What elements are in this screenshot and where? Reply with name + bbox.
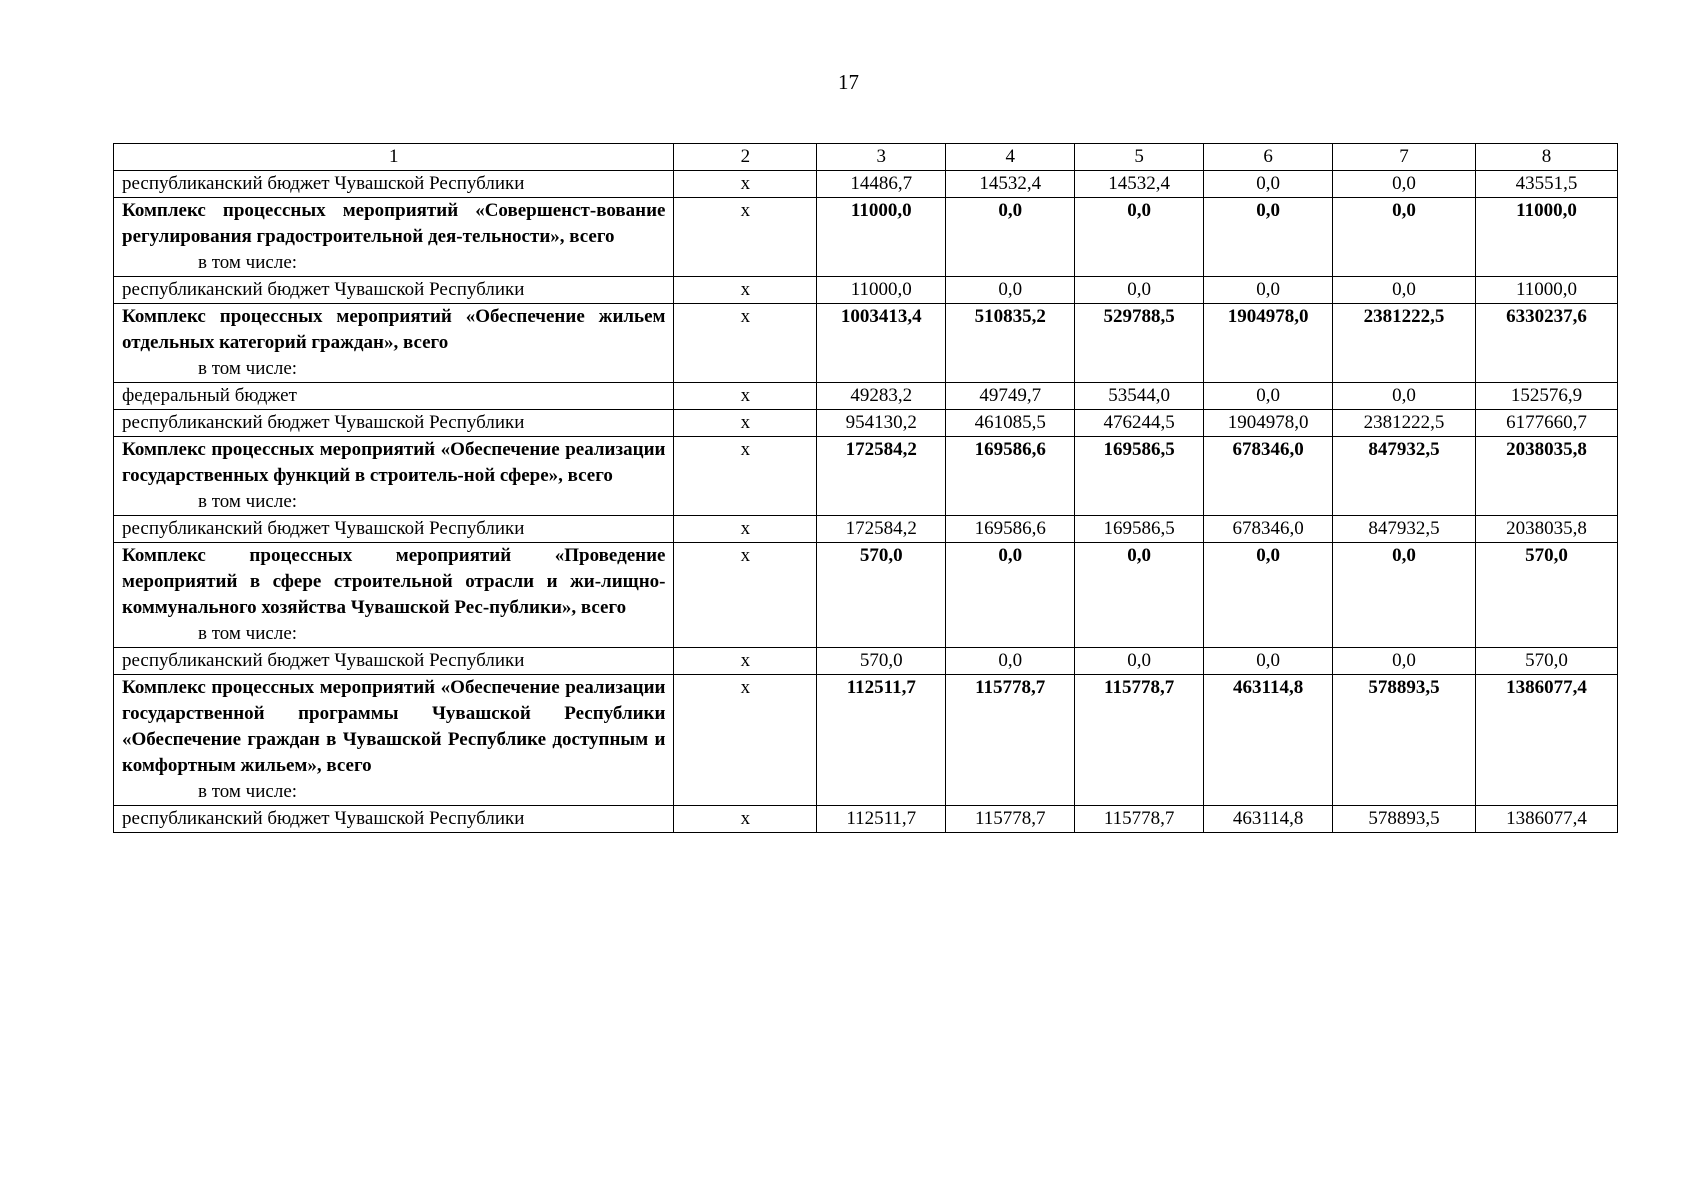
column-number: 4 bbox=[946, 144, 1075, 171]
code-cell: х bbox=[674, 410, 817, 437]
value-cell: 169586,6 bbox=[946, 437, 1075, 516]
value-cell: 2038035,8 bbox=[1476, 437, 1618, 516]
value-cell: 0,0 bbox=[1204, 543, 1333, 648]
column-number: 1 bbox=[114, 144, 674, 171]
value-cell: 0,0 bbox=[1333, 383, 1476, 410]
value-cell: 115778,7 bbox=[1075, 675, 1204, 806]
table-row-source bbox=[114, 516, 1618, 543]
value-cell: 0,0 bbox=[1333, 543, 1476, 648]
value-cell: 14486,7 bbox=[817, 171, 946, 198]
value-cell: 463114,8 bbox=[1204, 675, 1333, 806]
code-cell: х bbox=[674, 675, 817, 806]
value-cell: 115778,7 bbox=[946, 806, 1075, 833]
table-row-total bbox=[114, 543, 1618, 648]
value-cell: 6330237,6 bbox=[1476, 304, 1618, 383]
code-cell: х bbox=[674, 383, 817, 410]
program-title: Комплекс процессных мероприятий «Обеспечение жильем отдельных категорий граждан», всего bbox=[122, 306, 666, 353]
row-name-cell bbox=[114, 410, 674, 437]
code-cell: х bbox=[674, 198, 817, 277]
value-cell: 0,0 bbox=[946, 648, 1075, 675]
value-cell: 43551,5 bbox=[1476, 171, 1618, 198]
funding-source: федеральный бюджет bbox=[122, 385, 297, 406]
value-cell: 1904978,0 bbox=[1204, 410, 1333, 437]
value-cell: 463114,8 bbox=[1204, 806, 1333, 833]
table-row-total bbox=[114, 304, 1618, 383]
value-cell: 112511,7 bbox=[817, 806, 946, 833]
code-cell: х bbox=[674, 516, 817, 543]
table-row-total bbox=[114, 437, 1618, 516]
value-cell: 172584,2 bbox=[817, 437, 946, 516]
value-cell: 115778,7 bbox=[1075, 806, 1204, 833]
column-number: 7 bbox=[1333, 144, 1476, 171]
value-cell: 11000,0 bbox=[817, 198, 946, 277]
program-title: Комплекс процессных мероприятий «Совершенст-вование регулирования градостроительной дея-тельности», всего bbox=[122, 200, 666, 247]
code-cell: х bbox=[674, 171, 817, 198]
value-cell: 0,0 bbox=[1075, 198, 1204, 277]
value-cell: 570,0 bbox=[1476, 543, 1618, 648]
column-number: 6 bbox=[1204, 144, 1333, 171]
including-label: в том числе: bbox=[198, 491, 298, 512]
value-cell: 0,0 bbox=[1204, 277, 1333, 304]
including-label: в том числе: bbox=[198, 623, 298, 644]
table-row-source bbox=[114, 383, 1618, 410]
code-cell: х bbox=[674, 304, 817, 383]
row-name-cell bbox=[114, 171, 674, 198]
funding-source: республиканский бюджет Чувашской Республики bbox=[122, 279, 525, 300]
value-cell: 954130,2 bbox=[817, 410, 946, 437]
value-cell: 0,0 bbox=[1204, 383, 1333, 410]
value-cell: 0,0 bbox=[1204, 198, 1333, 277]
table-row-source bbox=[114, 410, 1618, 437]
table-row-total bbox=[114, 675, 1618, 806]
code-cell: х bbox=[674, 806, 817, 833]
value-cell: 112511,7 bbox=[817, 675, 946, 806]
value-cell: 49283,2 bbox=[817, 383, 946, 410]
value-cell: 847932,5 bbox=[1333, 437, 1476, 516]
value-cell: 2381222,5 bbox=[1333, 410, 1476, 437]
value-cell: 1386077,4 bbox=[1476, 806, 1618, 833]
value-cell: 510835,2 bbox=[946, 304, 1075, 383]
value-cell: 11000,0 bbox=[1476, 277, 1618, 304]
row-name-cell bbox=[114, 516, 674, 543]
value-cell: 578893,5 bbox=[1333, 806, 1476, 833]
value-cell: 0,0 bbox=[1204, 171, 1333, 198]
funding-source: республиканский бюджет Чувашской Республики bbox=[122, 650, 525, 671]
value-cell: 152576,9 bbox=[1476, 383, 1618, 410]
value-cell: 0,0 bbox=[1333, 277, 1476, 304]
value-cell: 0,0 bbox=[946, 543, 1075, 648]
value-cell: 49749,7 bbox=[946, 383, 1075, 410]
row-name-cell bbox=[114, 304, 674, 383]
value-cell: 11000,0 bbox=[817, 277, 946, 304]
value-cell: 0,0 bbox=[1333, 198, 1476, 277]
value-cell: 847932,5 bbox=[1333, 516, 1476, 543]
value-cell: 115778,7 bbox=[946, 675, 1075, 806]
funding-source: республиканский бюджет Чувашской Республики bbox=[122, 808, 525, 829]
value-cell: 476244,5 bbox=[1075, 410, 1204, 437]
program-title: Комплекс процессных мероприятий «Обеспечение реализации государственной программы Чувашской Республики «Обеспечение граждан в Чувашской Республике доступным и комфортным жильем», всего bbox=[122, 677, 666, 776]
value-cell: 169586,6 bbox=[946, 516, 1075, 543]
value-cell: 578893,5 bbox=[1333, 675, 1476, 806]
value-cell: 570,0 bbox=[1476, 648, 1618, 675]
value-cell: 0,0 bbox=[1075, 543, 1204, 648]
program-title: Комплекс процессных мероприятий «Проведение мероприятий в сфере строительной отрасли и жи-лищно-коммунального хозяйства Чувашской Рес-публики», всего bbox=[122, 545, 666, 618]
value-cell: 0,0 bbox=[1204, 648, 1333, 675]
including-label: в том числе: bbox=[198, 252, 298, 273]
value-cell: 11000,0 bbox=[1476, 198, 1618, 277]
table-row-source bbox=[114, 648, 1618, 675]
value-cell: 14532,4 bbox=[946, 171, 1075, 198]
row-name-cell bbox=[114, 648, 674, 675]
value-cell: 53544,0 bbox=[1075, 383, 1204, 410]
code-cell: х bbox=[674, 437, 817, 516]
row-name-cell bbox=[114, 383, 674, 410]
column-number: 5 bbox=[1075, 144, 1204, 171]
value-cell: 570,0 bbox=[817, 648, 946, 675]
funding-source: республиканский бюджет Чувашской Республики bbox=[122, 173, 525, 194]
including-label: в том числе: bbox=[198, 358, 298, 379]
value-cell: 2381222,5 bbox=[1333, 304, 1476, 383]
value-cell: 2038035,8 bbox=[1476, 516, 1618, 543]
column-number: 8 bbox=[1476, 144, 1618, 171]
page-number: 17 bbox=[838, 70, 859, 94]
row-name-cell bbox=[114, 198, 674, 277]
value-cell: 678346,0 bbox=[1204, 516, 1333, 543]
value-cell: 461085,5 bbox=[946, 410, 1075, 437]
row-name-cell bbox=[114, 277, 674, 304]
row-name-cell bbox=[114, 437, 674, 516]
value-cell: 6177660,7 bbox=[1476, 410, 1618, 437]
column-number: 2 bbox=[674, 144, 817, 171]
value-cell: 0,0 bbox=[946, 198, 1075, 277]
value-cell: 0,0 bbox=[1333, 648, 1476, 675]
value-cell: 14532,4 bbox=[1075, 171, 1204, 198]
value-cell: 169586,5 bbox=[1075, 516, 1204, 543]
row-name-cell bbox=[114, 543, 674, 648]
code-cell: х bbox=[674, 277, 817, 304]
value-cell: 172584,2 bbox=[817, 516, 946, 543]
table-row-source bbox=[114, 806, 1618, 833]
column-number: 3 bbox=[817, 144, 946, 171]
value-cell: 0,0 bbox=[1075, 648, 1204, 675]
value-cell: 570,0 bbox=[817, 543, 946, 648]
budget-table bbox=[113, 143, 1618, 833]
value-cell: 0,0 bbox=[1075, 277, 1204, 304]
code-cell: х bbox=[674, 543, 817, 648]
value-cell: 529788,5 bbox=[1075, 304, 1204, 383]
value-cell: 169586,5 bbox=[1075, 437, 1204, 516]
table-row-source bbox=[114, 277, 1618, 304]
table-row-source bbox=[114, 171, 1618, 198]
row-name-cell bbox=[114, 675, 674, 806]
value-cell: 1003413,4 bbox=[817, 304, 946, 383]
value-cell: 1386077,4 bbox=[1476, 675, 1618, 806]
including-label: в том числе: bbox=[198, 781, 298, 802]
value-cell: 1904978,0 bbox=[1204, 304, 1333, 383]
value-cell: 0,0 bbox=[1333, 171, 1476, 198]
program-title: Комплекс процессных мероприятий «Обеспечение реализации государственных функций в строитель-ной сфере», всего bbox=[122, 439, 666, 486]
value-cell: 0,0 bbox=[946, 277, 1075, 304]
column-number-row bbox=[114, 144, 1618, 171]
funding-source: республиканский бюджет Чувашской Республики bbox=[122, 412, 525, 433]
table-row-total bbox=[114, 198, 1618, 277]
code-cell: х bbox=[674, 648, 817, 675]
value-cell: 678346,0 bbox=[1204, 437, 1333, 516]
funding-source: республиканский бюджет Чувашской Республики bbox=[122, 518, 525, 539]
row-name-cell bbox=[114, 806, 674, 833]
